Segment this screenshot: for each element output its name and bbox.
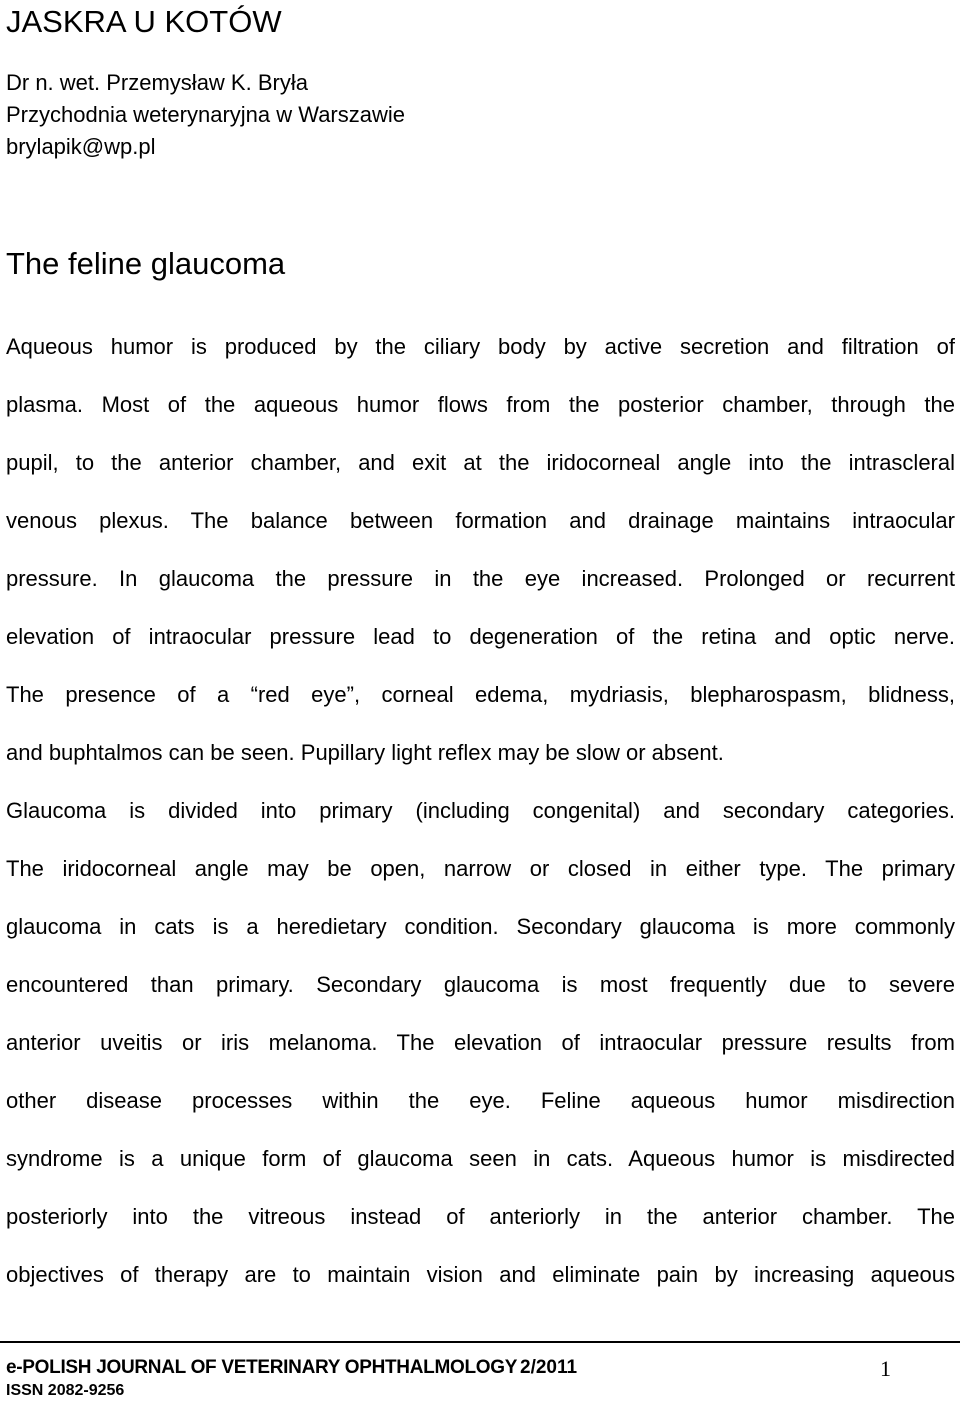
body-line: plasma. Most of the aqueous humor flows from the posterior chamber, through the	[6, 392, 955, 417]
footer-divider	[0, 1341, 960, 1343]
body-line: other disease processes within the eye. Feline aqueous humor misdirection	[6, 1088, 955, 1113]
body-line: and buphtalmos can be seen. Pupillary light reflex may be slow or absent.	[6, 740, 724, 765]
article-subtitle: The feline glaucoma	[6, 246, 286, 281]
body-line: pressure. In glaucoma the pressure in the eye increased. Prolonged or recurrent	[6, 566, 955, 591]
body-paragraph	[6, 318, 955, 1304]
body-line: syndrome is a unique form of glaucoma seen in cats. Aqueous humor is misdirected	[6, 1146, 955, 1171]
body-line: pupil, to the anterior chamber, and exit at the iridocorneal angle into the intrascleral	[6, 450, 955, 475]
body-line: posteriorly into the vitreous instead of anteriorly in the anterior chamber. The	[6, 1204, 955, 1229]
body-line: The presence of a “red eye”, corneal edema, mydriasis, blepharospasm, blidness,	[6, 682, 955, 707]
footer-page-number: 1	[880, 1356, 891, 1381]
author-email: brylapik@wp.pl	[6, 134, 156, 159]
author-block	[6, 67, 405, 163]
body-line: Glaucoma is divided into primary (including congenital) and secondary categories.	[6, 798, 955, 823]
body-line: Aqueous humor is produced by the ciliary body by active secretion and filtration of	[6, 334, 955, 359]
body-line: anterior uveitis or iris melanoma. The elevation of intraocular pressure results from	[6, 1030, 955, 1055]
body-line: glaucoma in cats is a heredietary condition. Secondary glaucoma is more commonly	[6, 914, 955, 939]
body-line: objectives of therapy are to maintain vision and eliminate pain by increasing aqueous	[6, 1262, 955, 1287]
author-affiliation: Przychodnia weterynaryjna w Warszawie	[6, 102, 405, 127]
footer-issn: ISSN 2082-9256	[6, 1382, 125, 1399]
body-line: The iridocorneal angle may be open, narrow or closed in either type. The primary	[6, 856, 955, 881]
footer-journal-name: e-POLISH JOURNAL OF VETERINARY OPHTHALMOLOGY	[6, 1357, 518, 1378]
body-line: encountered than primary. Secondary glaucoma is most frequently due to severe	[6, 972, 955, 997]
document-title: JASKRA U KOTÓW	[6, 4, 282, 39]
body-line: elevation of intraocular pressure lead to degeneration of the retina and optic nerve.	[6, 624, 955, 649]
body-line: venous plexus. The balance between formation and drainage maintains intraocular	[6, 508, 955, 533]
author-name: Dr n. wet. Przemysław K. Bryła	[6, 70, 308, 95]
footer-issue-number: 2/2011	[520, 1357, 578, 1378]
